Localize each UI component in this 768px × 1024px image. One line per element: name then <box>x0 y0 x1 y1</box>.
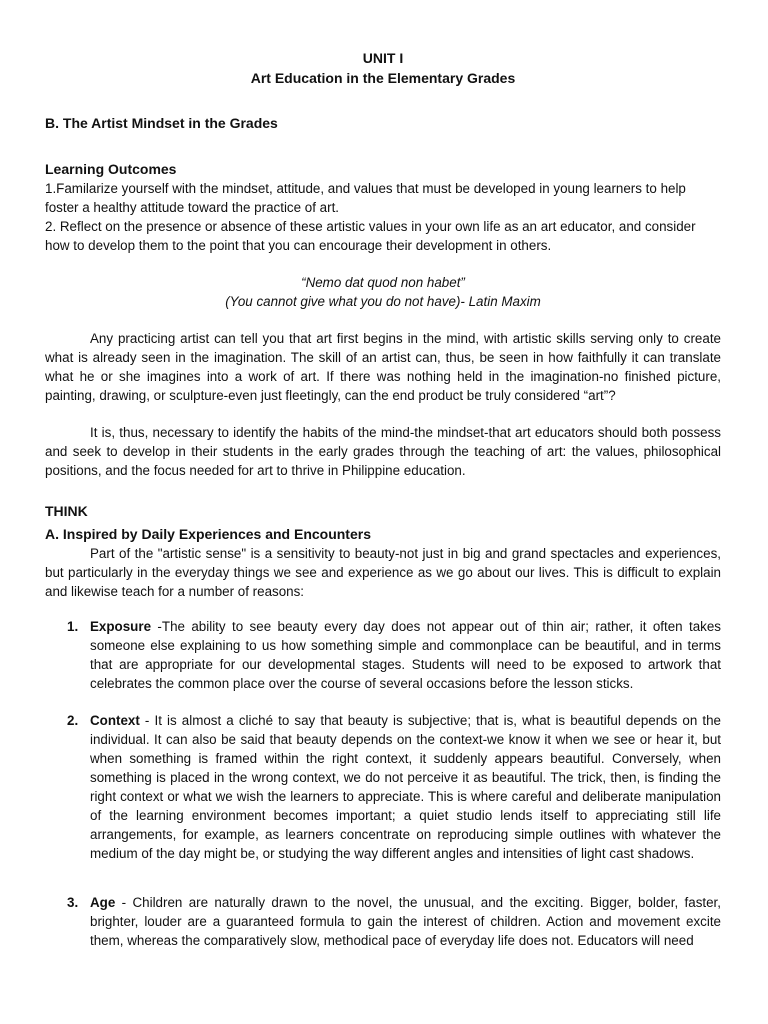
list-term: Age <box>90 895 116 910</box>
reasons-list <box>45 617 721 950</box>
learning-outcome-2: 2. Reflect on the presence or absence of these artistic values in your own life as an art educator, and consider how to develop them to the point that you can encourage their development in others. <box>45 219 696 253</box>
learning-outcome-1: 1.Familarize yourself with the mindset, attitude, and values that must be developed in young learners to help foster a healthy attitude toward the practice of art. <box>45 181 686 215</box>
quote-line-2: (You cannot give what you do not have)- Latin Maxim <box>225 294 541 309</box>
list-text: - It is almost a cliché to say that beauty is subjective; that is, what is beautiful depends on the individual. It can also be said that beauty depends on the context-we know it when we see or hear it, but when something is framed within the right context, it suddenly appears beautiful. Conversely, when something is placed in the wrong context, we do not perceive it as beautiful. The trick, then, is finding the right context or what we wish the learners to appreciate. This is where careful and deliberate manipulation of the learning environment becomes important; a quiet studio lends itself to appreciating still life arrangements, for example, as learners concentrate on reproducing simple outlines with whatever the medium of the day might be, or studying the way different angles and intensities of light cast shadows. <box>90 713 721 861</box>
list-number: 2. <box>67 713 79 728</box>
unit-label: UNIT I <box>362 50 404 66</box>
list-number: 1. <box>67 619 79 634</box>
think-subheading: A. Inspired by Daily Experiences and Encounters <box>45 526 371 542</box>
quote-line-1: “Nemo dat quod non habet” <box>301 275 465 290</box>
section-b-heading: B. The Artist Mindset in the Grades <box>45 115 278 131</box>
think-heading: THINK <box>45 503 88 519</box>
think-intro-paragraph: Part of the "artistic sense" is a sensitivity to beauty-not just in big and grand spectacles and experiences, but particularly in the everyday things we see and experience as we go about our lives. This is difficult to explain and likewise teach for a number of reasons: <box>45 546 721 599</box>
list-text: -The ability to see beauty every day does not appear out of thin air; rather, it often takes someone else explaining to us how something simple and commonplace can be beautiful, and in terms that are appropriate for our developmental stages. Students will need to be exposed to artwork that celebrates the common place over the course of several occasions before the lesson sticks. <box>90 619 721 691</box>
intro-paragraph-1: Any practicing artist can tell you that art first begins in the mind, with artistic skills serving only to create what is already seen in the imagination. The skill of an artist can, thus, be seen in how faithfully it can translate what he or she imagines into a work of art. If there was nothing held in the imagination-no finished picture, painting, drawing, or sculpture-even just fleetingly, can the end product be truly considered “art”? <box>45 331 721 403</box>
latin-maxim-quote <box>45 273 721 311</box>
list-text: - Children are naturally drawn to the novel, the unusual, and the exciting. Bigger, bolder, faster, brighter, louder are a guaranteed formula to gain the interest of children. Action and movement excite them, whereas the comparatively slow, methodical pace of everyday life does not. Educators will need <box>90 895 721 948</box>
list-number: 3. <box>67 895 79 910</box>
list-item-exposure <box>45 617 721 693</box>
document-page <box>45 48 721 950</box>
list-term: Context <box>90 713 140 728</box>
unit-title: Art Education in the Elementary Grades <box>250 70 516 86</box>
document-header <box>45 48 721 88</box>
learning-outcomes-heading: Learning Outcomes <box>45 161 177 177</box>
list-term: Exposure <box>90 619 152 634</box>
list-item-age <box>45 893 721 950</box>
intro-paragraph-2: It is, thus, necessary to identify the habits of the mind-the mindset-that art educators should both possess and seek to develop in their students in the early grades through the teaching of art: the values, philosophical positions, and the focus needed for art to thrive in Philippine education. <box>45 425 721 478</box>
list-item-context <box>45 711 721 863</box>
